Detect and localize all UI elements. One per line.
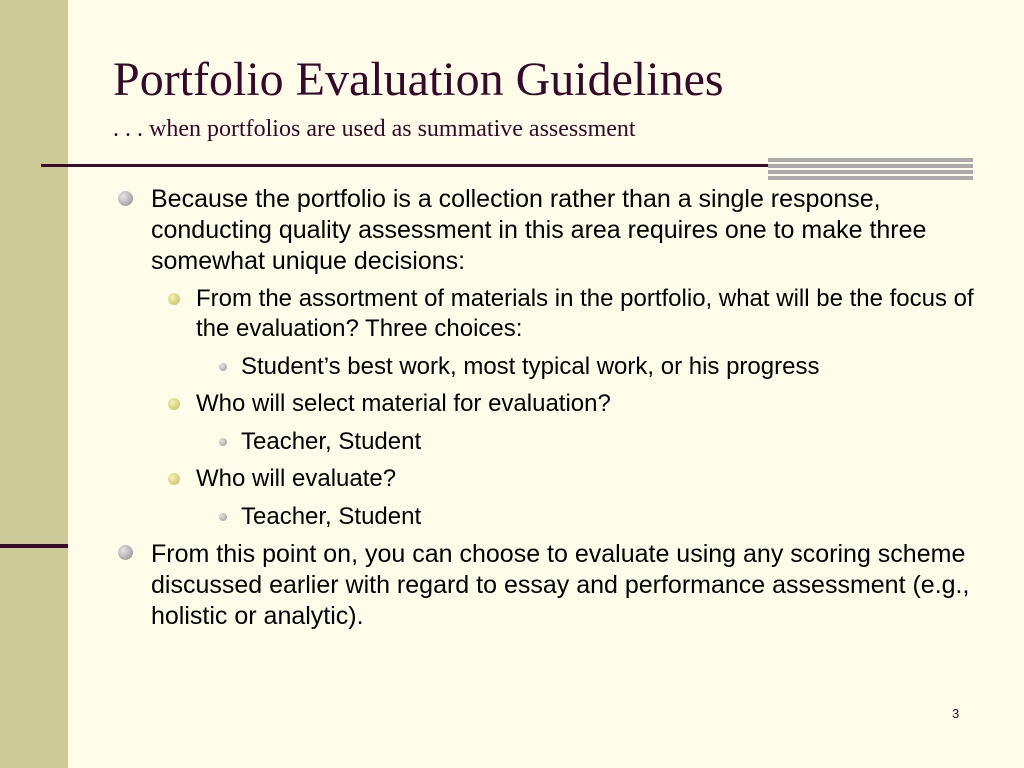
bullet-level1-icon <box>118 191 133 206</box>
bullet-level2-icon <box>168 398 180 410</box>
page-number: 3 <box>952 706 960 721</box>
title-divider-line <box>41 164 768 167</box>
bullet-level1-icon <box>118 545 133 560</box>
bullet-item-level2: Who will evaluate? <box>196 465 397 492</box>
slide-subtitle: . . . when portfolios are used as summative assessment <box>113 116 636 142</box>
bullet-level2-icon <box>168 473 180 485</box>
side-bar-accent-line <box>0 544 68 548</box>
bullet-item-level2: Who will select material for evaluation? <box>196 390 611 417</box>
bullet-item-level3: Teacher, Student <box>241 428 422 455</box>
bullet-item-level1: Because the portfolio is a collection rather than a single response, conducting quality assessment in this area requires one to make three somewhat unique decisions: <box>151 185 927 275</box>
bullet-level3-icon <box>219 438 227 446</box>
bullet-level3-icon <box>219 513 227 521</box>
bullet-item-level2: From the assortment of materials in the portfolio, what will be the focus of the evaluation? Three choices: <box>196 285 974 342</box>
title-divider-accent <box>768 158 973 180</box>
bullet-level2-icon <box>168 293 180 305</box>
left-side-bar <box>0 0 68 768</box>
bullet-item-level3: Teacher, Student <box>241 503 422 530</box>
slide-title: Portfolio Evaluation Guidelines <box>113 53 724 106</box>
bullet-item-level3: Student’s best work, most typical work, or his progress <box>241 353 820 380</box>
bullet-level3-icon <box>219 363 227 371</box>
bullet-item-level1: From this point on, you can choose to evaluate using any scoring scheme discussed earlier with regard to essay and performance assessment (e.g., holistic or analytic). <box>151 540 970 630</box>
